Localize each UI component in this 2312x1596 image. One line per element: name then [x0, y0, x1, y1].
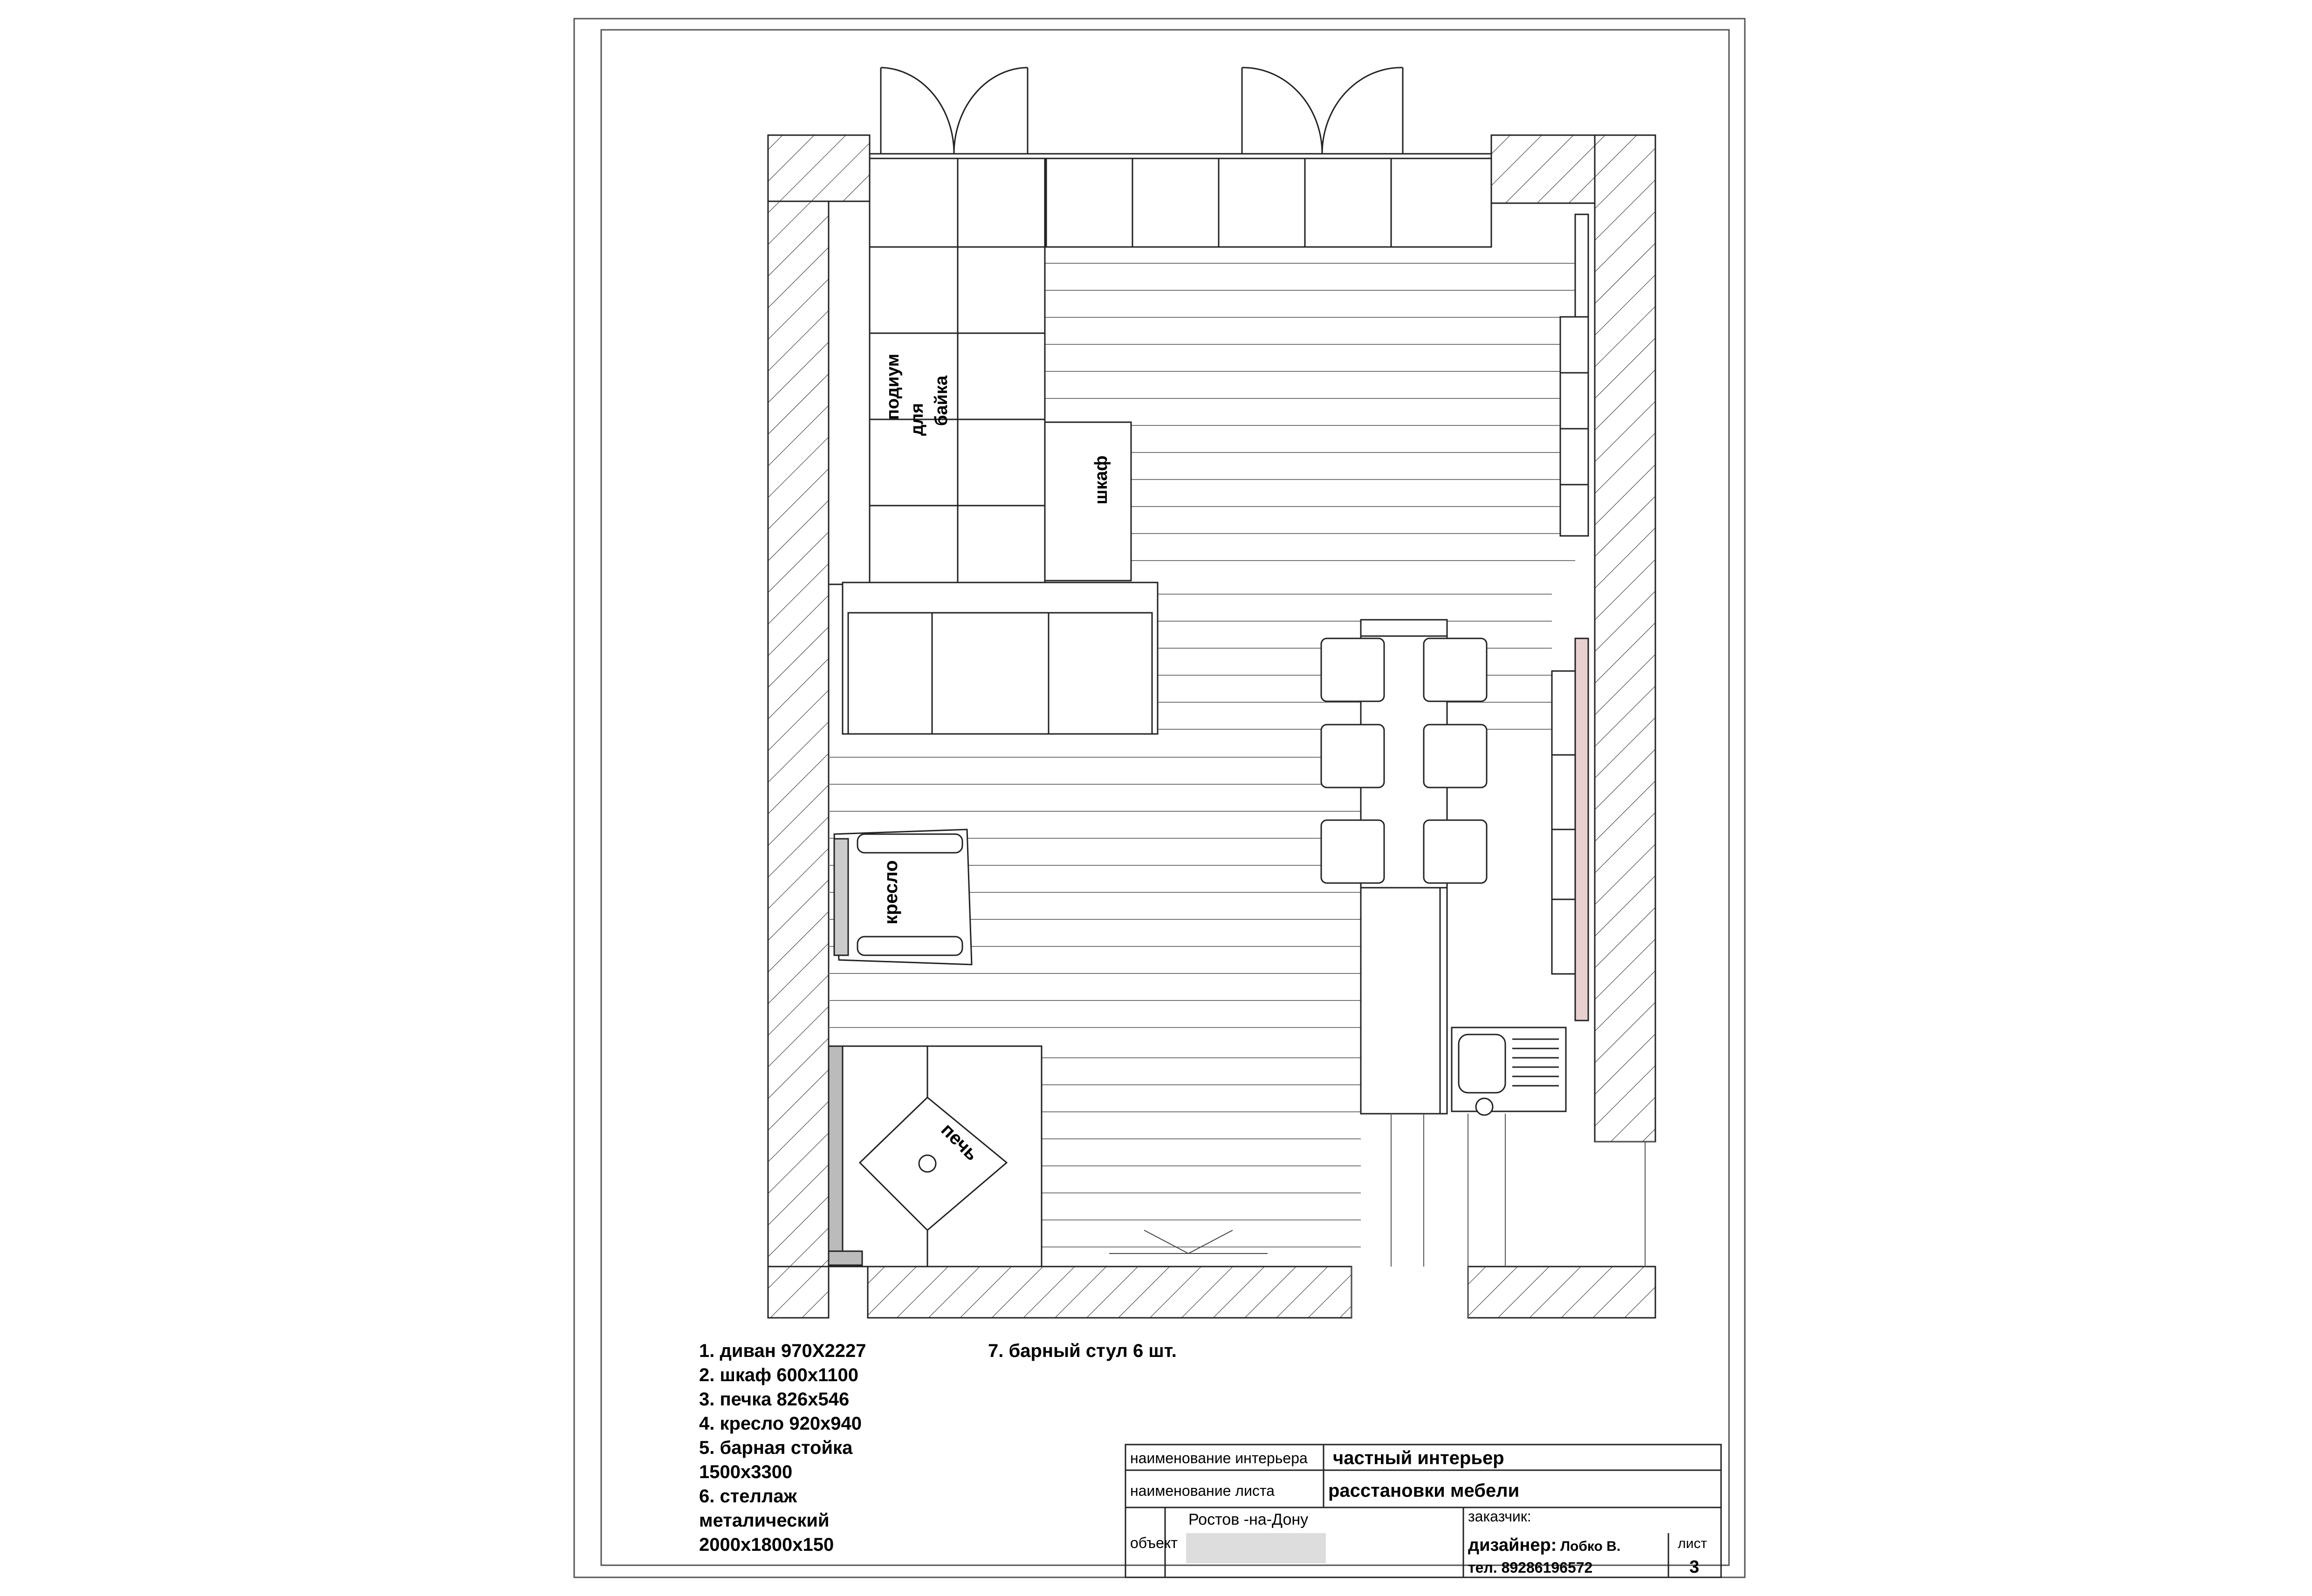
kitchen-sink: [1452, 1027, 1566, 1115]
door-top-right: [1242, 68, 1403, 154]
legend-item-2: 2. шкаф 600х1100: [699, 1365, 858, 1385]
podium-ledge: [829, 201, 870, 584]
legend-item-7: 7. барный стул 6 шт.: [988, 1341, 1177, 1361]
list-label: лист: [1678, 1536, 1708, 1551]
phone-number: тел. 89286196572: [1468, 1559, 1593, 1576]
legend-item-4: 4. кресло 920х940: [699, 1413, 862, 1434]
sheet-value: расстановки мебели: [1328, 1480, 1520, 1501]
legend-item-6c: 2000х1800х150: [699, 1534, 834, 1555]
bottom-door: [1109, 1230, 1268, 1254]
legend-item-6: 6. стеллаж: [699, 1486, 797, 1507]
metal-shelving: [1552, 214, 1588, 1021]
armchair-label: кресло: [881, 860, 901, 925]
wardrobe-label: шкаф: [1091, 455, 1111, 505]
wall-bottom-left: [768, 1267, 829, 1318]
armchair: [834, 829, 972, 965]
legend-left: [699, 1341, 866, 1555]
object-city: Ростов -на-Дону: [1188, 1511, 1309, 1528]
podium-label-2: для: [907, 403, 927, 436]
wardrobe: [1045, 422, 1131, 581]
object-label: объект: [1130, 1534, 1178, 1551]
legend-item-5b: 1500х3300: [699, 1462, 793, 1482]
customer-label: заказчик:: [1468, 1508, 1531, 1525]
stove-label: печь: [937, 1119, 982, 1165]
bar-stool-3: [1321, 725, 1384, 788]
interior-label: наименование интерьера: [1130, 1450, 1308, 1466]
designer-name: Лобко В.: [1560, 1539, 1621, 1554]
bar-stool-4: [1424, 725, 1487, 788]
bar-stool-1: [1321, 638, 1384, 701]
podium-label-3: байка: [932, 375, 951, 426]
wall-left: [768, 135, 829, 1318]
interior-value: частный интерьер: [1333, 1448, 1504, 1468]
stove: [829, 1046, 1042, 1267]
door-top-left: [881, 68, 1028, 154]
object-address-redacted: [1186, 1533, 1326, 1563]
bar-stool-5: [1321, 820, 1384, 883]
legend-item-5: 5. барная стойка: [699, 1438, 853, 1458]
sofa: [843, 582, 1158, 734]
designer-label: дизайнер:: [1468, 1535, 1557, 1555]
wall-bottom-mid: [868, 1267, 1352, 1318]
wall-bottom-right: [1468, 1267, 1655, 1318]
sheet-label: наименование листа: [1130, 1482, 1275, 1499]
wall-top-left: [768, 135, 870, 201]
legend-item-3: 3. печка 826х546: [699, 1389, 850, 1410]
legend-item-6b: металический: [699, 1510, 830, 1531]
list-number: 3: [1689, 1557, 1700, 1577]
bar-stool-6: [1424, 820, 1487, 883]
podium-label: подиум: [883, 354, 903, 420]
wall-right: [1595, 135, 1655, 1142]
legend-item-1: 1. диван 970Х2227: [699, 1341, 866, 1361]
bar-stool-2: [1424, 638, 1487, 701]
